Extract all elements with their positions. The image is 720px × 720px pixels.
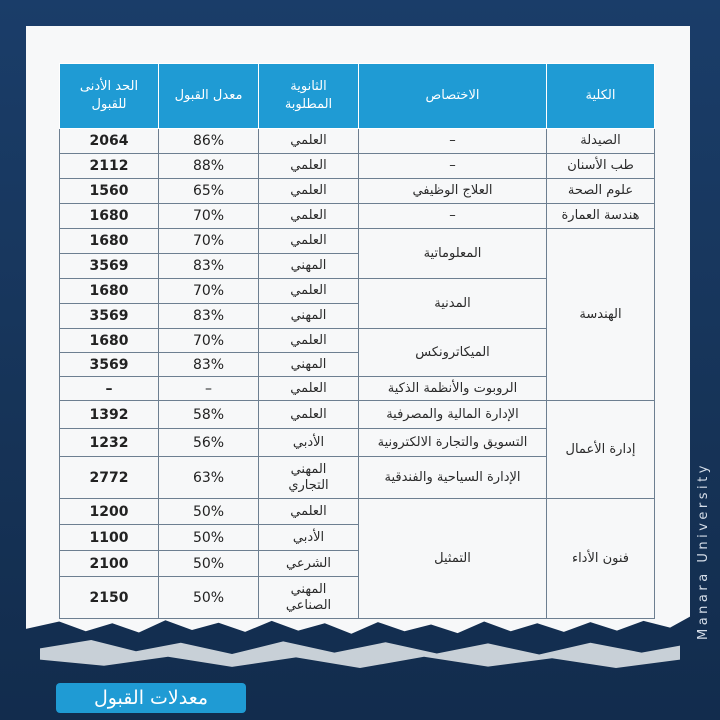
specialization-cell: –: [359, 154, 547, 179]
secondary-cell: الشرعي: [259, 551, 359, 577]
specialization-cell: –: [359, 204, 547, 229]
table-row: [60, 499, 655, 525]
header-college: الكلية: [547, 64, 655, 129]
header-specialization: الاختصاص: [359, 64, 547, 129]
minimum-cell: 1680: [60, 229, 159, 254]
specialization-cell: التسويق والتجارة الالكترونية: [359, 429, 547, 457]
header-secondary: [259, 64, 359, 129]
rate-cell: 83%: [159, 353, 259, 377]
minimum-cell: 2150: [60, 577, 159, 619]
header-minimum-line2: للقبول: [91, 97, 127, 112]
secondary-cell: العلمي: [259, 129, 359, 154]
admission-rates-table: [59, 63, 655, 619]
secondary-cell: المهني: [259, 254, 359, 279]
minimum-cell: –: [60, 377, 159, 401]
secondary-cell: العلمي: [259, 377, 359, 401]
college-cell: علوم الصحة: [547, 179, 655, 204]
rate-cell: 86%: [159, 129, 259, 154]
header-minimum-line1: الحد الأدنى: [79, 79, 139, 94]
specialization-cell: –: [359, 129, 547, 154]
rate-cell: 56%: [159, 429, 259, 457]
rate-cell: 58%: [159, 401, 259, 429]
secondary-cell: الأدبي: [259, 525, 359, 551]
table-row: [60, 229, 655, 254]
minimum-cell: 3569: [60, 254, 159, 279]
secondary-cell: العلمي: [259, 401, 359, 429]
secondary-cell: العلمي: [259, 179, 359, 204]
college-cell: طب الأسنان: [547, 154, 655, 179]
secondary-line1: المهني: [290, 581, 327, 597]
specialization-cell: المدنية: [359, 279, 547, 329]
minimum-cell: 2100: [60, 551, 159, 577]
minimum-cell: 2112: [60, 154, 159, 179]
rate-cell: 63%: [159, 457, 259, 499]
secondary-cell: المهني: [259, 353, 359, 377]
rate-cell: 83%: [159, 254, 259, 279]
secondary-line2: التجاري: [288, 477, 329, 493]
college-cell-engineering: الهندسة: [547, 229, 655, 401]
rate-cell: –: [159, 377, 259, 401]
minimum-cell: 3569: [60, 304, 159, 329]
college-cell-business: إدارة الأعمال: [547, 401, 655, 499]
header-secondary-line1: الثانوية: [290, 79, 327, 94]
secondary-cell: العلمي: [259, 154, 359, 179]
brand-watermark: Manara University: [696, 462, 711, 640]
college-cell: الصيدلة: [547, 129, 655, 154]
secondary-cell: العلمي: [259, 229, 359, 254]
secondary-line2: الصناعي: [285, 597, 332, 613]
specialization-cell: الميكاترونكس: [359, 329, 547, 377]
secondary-cell: المهني: [259, 304, 359, 329]
rate-cell: 70%: [159, 229, 259, 254]
secondary-cell: العلمي: [259, 204, 359, 229]
minimum-cell: 1392: [60, 401, 159, 429]
table-row: [60, 179, 655, 204]
specialization-cell: العلاج الوظيفي: [359, 179, 547, 204]
table-header-row: [60, 64, 655, 129]
specialization-cell: الإدارة المالية والمصرفية: [359, 401, 547, 429]
table-row: [60, 401, 655, 429]
secondary-line1: المهني: [290, 461, 327, 477]
header-minimum: [60, 64, 159, 129]
rate-cell: 65%: [159, 179, 259, 204]
secondary-cell: العلمي: [259, 279, 359, 304]
minimum-cell: 1232: [60, 429, 159, 457]
table-row: [60, 154, 655, 179]
table-row: [60, 204, 655, 229]
minimum-cell: 1680: [60, 279, 159, 304]
secondary-cell: الأدبي: [259, 429, 359, 457]
rate-cell: 50%: [159, 551, 259, 577]
minimum-cell: 2064: [60, 129, 159, 154]
college-cell-arts: فنون الأداء: [547, 499, 655, 619]
specialization-cell: الإدارة السياحية والفندقية: [359, 457, 547, 499]
minimum-cell: 1680: [60, 329, 159, 353]
secondary-cell: العلمي: [259, 499, 359, 525]
secondary-cell: [259, 577, 359, 619]
minimum-cell: 1560: [60, 179, 159, 204]
header-secondary-line2: المطلوبة: [284, 97, 333, 112]
specialization-cell: التمثيل: [359, 499, 547, 619]
minimum-cell: 2772: [60, 457, 159, 499]
header-rate: معدل القبول: [159, 64, 259, 129]
rate-cell: 88%: [159, 154, 259, 179]
rate-cell: 50%: [159, 577, 259, 619]
rate-cell: 70%: [159, 329, 259, 353]
college-cell: هندسة العمارة: [547, 204, 655, 229]
minimum-cell: 1100: [60, 525, 159, 551]
minimum-cell: 1200: [60, 499, 159, 525]
rate-cell: 50%: [159, 499, 259, 525]
secondary-cell: العلمي: [259, 329, 359, 353]
secondary-cell: [259, 457, 359, 499]
specialization-cell: المعلوماتية: [359, 229, 547, 279]
rate-cell: 83%: [159, 304, 259, 329]
admission-rates-label: معدلات القبول: [56, 683, 246, 713]
rate-cell: 70%: [159, 204, 259, 229]
rate-cell: 70%: [159, 279, 259, 304]
minimum-cell: 3569: [60, 353, 159, 377]
table-row: [60, 129, 655, 154]
rate-cell: 50%: [159, 525, 259, 551]
minimum-cell: 1680: [60, 204, 159, 229]
specialization-cell: الروبوت والأنظمة الذكية: [359, 377, 547, 401]
